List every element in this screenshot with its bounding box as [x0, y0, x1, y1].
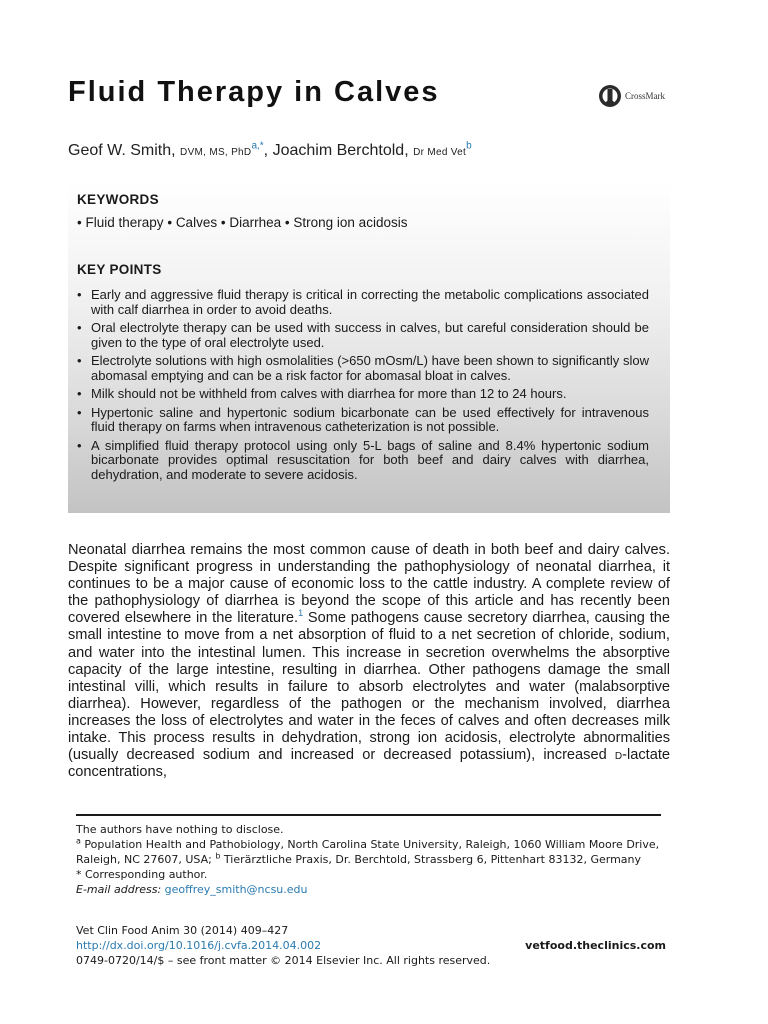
- key-points-list: [77, 288, 649, 486]
- author-degrees: Dr Med Vet: [413, 147, 467, 158]
- key-point-text: Early and aggressive fluid therapy is critical in correcting the metabolic complications associated with calf diarrhea in order to avoid deaths.: [91, 287, 649, 317]
- crossmark-label: CrossMark: [625, 91, 665, 101]
- doi-row: [76, 938, 666, 953]
- footnote-divider: [76, 814, 661, 816]
- keyword-bullet: •: [77, 215, 82, 230]
- disclosure-note: The authors have nothing to disclose.: [76, 823, 284, 836]
- email-note: [76, 882, 666, 897]
- keywords-line: [77, 215, 407, 230]
- author-affiliation-mark[interactable]: b: [466, 140, 472, 152]
- journal-website[interactable]: vetfood.theclinics.com: [525, 939, 666, 952]
- doi-link[interactable]: http://dx.doi.org/10.1016/j.cvfa.2014.04.002: [76, 939, 322, 952]
- body-paragraph: [68, 542, 670, 781]
- keyword: Calves: [175, 215, 218, 230]
- bullet-icon: •: [77, 386, 82, 401]
- author-degrees: DVM, MS, PhD: [180, 147, 252, 158]
- author-line: [68, 142, 472, 160]
- body-text: -lactate concentrations,: [68, 747, 670, 781]
- keyword-bullet: •: [167, 215, 173, 230]
- journal-info: [76, 923, 666, 968]
- author-name: Geof W. Smith,: [68, 142, 176, 159]
- keyword-bullet: •: [284, 215, 290, 230]
- affiliation-mark: b: [215, 851, 221, 861]
- bullet-icon: •: [77, 287, 82, 302]
- affiliation-text: Population Health and Pathobiology, North Carolina State University, Raleigh, 1060 William Moore Drive, Raleigh, NC 27607, USA;: [76, 838, 660, 866]
- key-point: [77, 288, 649, 317]
- author-separator: ,: [263, 142, 269, 159]
- key-point: [77, 406, 649, 435]
- bullet-icon: •: [77, 320, 82, 335]
- journal-citation: Vet Clin Food Anim 30 (2014) 409–427: [76, 924, 289, 937]
- key-point-text: Milk should not be withheld from calves with diarrhea for more than 12 to 24 hours.: [91, 386, 567, 401]
- bullet-icon: •: [77, 404, 82, 420]
- affiliation-mark: a: [76, 836, 81, 846]
- keyword-bullet: •: [220, 215, 226, 230]
- article-title: Fluid Therapy in Calves: [68, 76, 440, 108]
- keyword: Diarrhea: [229, 215, 282, 230]
- key-point-text: A simplified fluid therapy protocol using only 5-L bags of saline and 8.4% hypertonic sodium bicarbonate provides optimal resuscitation for both beef and dairy calves with diarrhea, dehydration, and moderate to severe acidosis.: [91, 437, 649, 482]
- keyword: Fluid therapy: [85, 215, 164, 230]
- keywords-heading: KEYWORDS: [77, 192, 159, 207]
- author-name: Joachim Berchtold,: [272, 142, 409, 159]
- bullet-icon: •: [77, 437, 82, 453]
- bullet-icon: •: [77, 353, 82, 368]
- body-text: d: [614, 747, 623, 764]
- keywords-box: [68, 182, 670, 513]
- keyword: Strong ion acidosis: [293, 215, 408, 230]
- crossmark-badge[interactable]: [598, 84, 665, 108]
- key-point-text: Hypertonic saline and hypertonic sodium bicarbonate can be used effectively for intravenous fluid therapy on farms when intravenous catheterization is not possible.: [91, 404, 649, 434]
- email-label: E-mail address:: [76, 883, 162, 896]
- author-affiliation-mark[interactable]: a,*: [251, 140, 264, 152]
- key-point: [77, 387, 649, 402]
- crossmark-icon: [598, 84, 622, 108]
- key-point: [77, 354, 649, 383]
- key-point-text: Electrolyte solutions with high osmolalities (>650 mOsm/L) have been shown to significantly slow abomasal emptying and can be a risk factor for abomasal bloat in calves.: [91, 353, 649, 383]
- body-text: Some pathogens cause secretory diarrhea, causing the small intestine to move from a net absorption of fluid to a net secretion of chloride, sodium, and water into the intestinal lumen. This increase in secretion overwhelms the absorptive capacity of the large intestine, resulting in diarrhea. Other pathogens damage the small intestinal villi, which results in failure to absorb electrolytes and water (malabsorptive diarrhea). However, regardless of the pathogen or the mechanism involved, diarrhea increases the loss of electrolytes and water in the feces of calves and often decreases milk intake. This process results in dehydration, strong ion acidosis, electrolyte abnormalities (usually decreased sodium and increased or decreased potassium), increased: [68, 610, 670, 764]
- email-link[interactable]: geoffrey_smith@ncsu.edu: [164, 883, 308, 896]
- body-text: Neonatal diarrhea remains the most common cause of death in both beef and dairy calves. Despite significant progress in understanding the pathophysiology of neonatal diarrhea, it continues to be a major cause of economic loss to the cattle industry. A complete review of the pathophysiology of diarrhea is beyond the scope of this article and has recently been covered elsewhere in the literature.: [68, 542, 670, 627]
- key-point: [77, 439, 649, 483]
- affiliation-text: Tierärztliche Praxis, Dr. Berchtold, Strassberg 6, Pittenhart 83132, Germany: [220, 853, 642, 866]
- key-point-text: Oral electrolyte therapy can be used with success in calves, but careful consideration should be given to the type of oral electrolyte used.: [91, 320, 649, 350]
- corresponding-note: * Corresponding author.: [76, 868, 208, 881]
- citation-link[interactable]: 1: [298, 608, 304, 619]
- key-point: [77, 321, 649, 350]
- key-points-heading: KEY POINTS: [77, 262, 162, 277]
- affiliation-note: [76, 837, 666, 867]
- footnotes: [76, 822, 666, 897]
- issn-line: 0749-0720/14/$ – see front matter © 2014 Elsevier Inc. All rights reserved.: [76, 954, 491, 967]
